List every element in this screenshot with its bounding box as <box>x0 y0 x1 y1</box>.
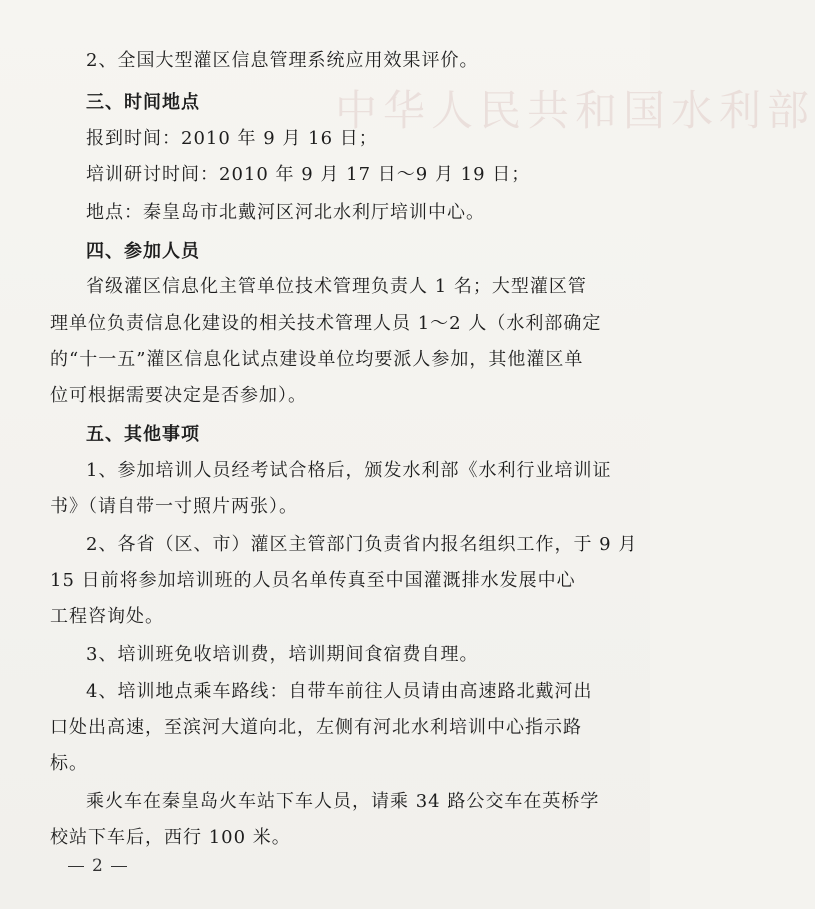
other-item-1-line-2: 书》（请自带一寸照片两张）。 <box>50 496 298 517</box>
section-heading-participants: 四、参加人员 <box>86 241 200 262</box>
section-heading-other: 五、其他事项 <box>86 424 200 445</box>
other-item-2-line-3: 工程咨询处。 <box>50 606 164 627</box>
train-route-line-1: 乘火车在秦皇岛火车站下车人员，请乘 34 路公交车在英桥学 <box>86 791 600 812</box>
training-time: 培训研讨时间：2010 年 9 月 17 日～9 月 19 日； <box>86 164 531 185</box>
report-time: 报到时间：2010 年 9 月 16 日； <box>86 128 378 149</box>
participants-line-1: 省级灌区信息化主管单位技术管理负责人 1 名；大型灌区管 <box>86 276 587 297</box>
other-item-4-line-1: 4、培训地点乘车路线：自带车前往人员请由高速路北戴河出 <box>86 681 593 702</box>
participants-line-3: 的“十一五”灌区信息化试点建设单位均要派人参加，其他灌区单 <box>50 349 584 370</box>
item-2-evaluation: 2、全国大型灌区信息管理系统应用效果评价。 <box>86 50 479 71</box>
section-heading-time-place: 三、时间地点 <box>86 92 200 113</box>
page-footer <box>60 856 135 876</box>
location: 地点：秦皇岛市北戴河区河北水利厅培训中心。 <box>86 202 485 223</box>
page-number: 2 <box>92 856 103 876</box>
other-item-2-line-1: 2、各省（区、市）灌区主管部门负责省内报名组织工作，于 9 月 <box>86 534 638 555</box>
other-item-4-line-3: 标。 <box>50 753 88 774</box>
other-item-4-line-2: 口处出高速，至滨河大道向北，左侧有河北水利培训中心指示路 <box>50 717 582 738</box>
other-item-1-line-1: 1、参加培训人员经考试合格后，颁发水利部《水利行业培训证 <box>86 460 612 481</box>
bleed-through-header: 中华人民共和国水利部 <box>335 86 815 135</box>
participants-line-4: 位可根据需要决定是否参加）。 <box>50 385 307 406</box>
other-item-2-line-2: 15 日前将参加培训班的人员名单传真至中国灌溉排水发展中心 <box>50 570 576 591</box>
footer-dash-right <box>111 866 127 867</box>
participants-line-2: 理单位负责信息化建设的相关技术管理人员 1～2 人（水利部确定 <box>50 313 602 334</box>
train-route-line-2: 校站下车后，西行 100 米。 <box>50 827 291 848</box>
footer-dash-left <box>68 866 84 867</box>
other-item-3: 3、培训班免收培训费，培训期间食宿费自理。 <box>86 644 479 665</box>
